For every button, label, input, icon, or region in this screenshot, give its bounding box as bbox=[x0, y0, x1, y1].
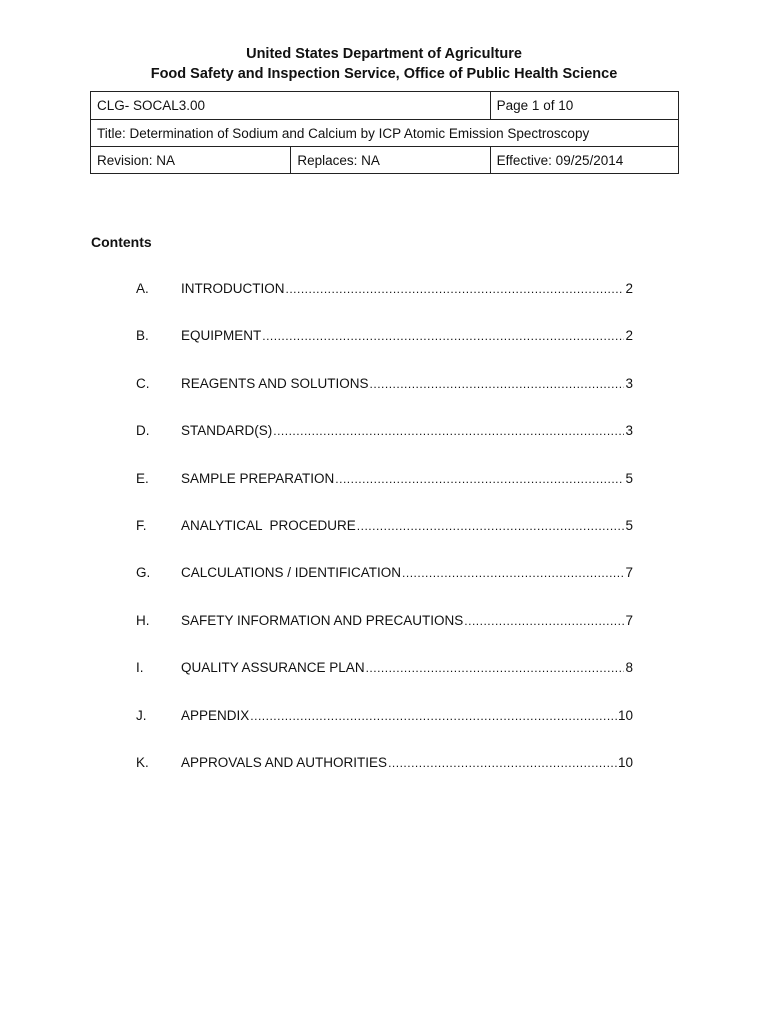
toc-leader-dots bbox=[262, 329, 624, 343]
toc-item[interactable] bbox=[0, 708, 768, 755]
toc-letter: H. bbox=[136, 612, 150, 628]
toc-entry bbox=[181, 376, 633, 391]
toc-letter: E. bbox=[136, 470, 149, 486]
table-of-contents bbox=[0, 281, 768, 802]
toc-entry bbox=[181, 613, 633, 628]
toc-leader-dots bbox=[464, 614, 624, 628]
page-number-cell: Page 1 of 10 bbox=[490, 92, 678, 120]
toc-page-number: 5 bbox=[625, 470, 633, 486]
toc-item[interactable] bbox=[0, 755, 768, 802]
toc-letter: B. bbox=[136, 328, 149, 344]
toc-letter: A. bbox=[136, 281, 149, 296]
toc-entry bbox=[181, 423, 633, 438]
toc-leader-dots bbox=[250, 709, 617, 723]
toc-item[interactable] bbox=[0, 471, 768, 518]
toc-leader-dots bbox=[357, 519, 625, 533]
toc-page-number: 7 bbox=[625, 565, 633, 581]
toc-item[interactable] bbox=[0, 565, 768, 612]
toc-title: ANALYTICAL PROCEDURE bbox=[181, 517, 356, 533]
toc-title: REAGENTS AND SOLUTIONS bbox=[181, 375, 369, 391]
doc-title-cell: Title: Determination of Sodium and Calcium by ICP Atomic Emission Spectroscopy bbox=[91, 120, 679, 147]
toc-page-number: 10 bbox=[617, 754, 633, 770]
toc-title: QUALITY ASSURANCE PLAN bbox=[181, 660, 365, 676]
toc-title: STANDARD(S) bbox=[181, 423, 273, 439]
toc-item[interactable] bbox=[0, 423, 768, 470]
toc-letter: G. bbox=[136, 565, 151, 581]
document-info-table bbox=[90, 91, 679, 174]
toc-item[interactable] bbox=[0, 660, 768, 707]
toc-item[interactable] bbox=[0, 518, 768, 565]
toc-letter: J. bbox=[136, 707, 147, 723]
toc-title: SAMPLE PREPARATION bbox=[181, 470, 335, 486]
toc-leader-dots bbox=[402, 566, 624, 580]
toc-item[interactable] bbox=[0, 328, 768, 375]
toc-letter: C. bbox=[136, 375, 150, 391]
toc-leader-dots bbox=[335, 472, 624, 486]
toc-letter: F. bbox=[136, 517, 147, 533]
toc-letter: K. bbox=[136, 754, 149, 770]
effective-date-cell: Effective: 09/25/2014 bbox=[490, 147, 678, 174]
toc-title: EQUIPMENT bbox=[181, 328, 262, 344]
toc-title: SAFETY INFORMATION AND PRECAUTIONS bbox=[181, 612, 464, 628]
header-agency: United States Department of Agriculture bbox=[246, 46, 522, 62]
toc-page-number: 7 bbox=[625, 612, 633, 628]
toc-item[interactable] bbox=[0, 613, 768, 660]
toc-title: INTRODUCTION bbox=[181, 281, 285, 296]
toc-title: APPENDIX bbox=[181, 707, 250, 723]
toc-leader-dots bbox=[388, 756, 617, 770]
toc-leader-dots bbox=[273, 424, 624, 438]
toc-page-number: 3 bbox=[625, 423, 633, 439]
toc-letter: D. bbox=[136, 423, 150, 439]
toc-entry bbox=[181, 708, 633, 723]
toc-leader-dots bbox=[370, 377, 625, 391]
toc-item[interactable] bbox=[0, 281, 768, 328]
toc-page-number: 3 bbox=[625, 375, 633, 391]
toc-item[interactable] bbox=[0, 376, 768, 423]
revision-cell: Revision: NA bbox=[91, 147, 291, 174]
toc-page-number: 5 bbox=[625, 517, 633, 533]
toc-entry bbox=[181, 565, 633, 580]
toc-letter: I. bbox=[136, 660, 144, 676]
toc-page-number: 2 bbox=[625, 281, 633, 296]
doc-id-cell: CLG- SOCAL3.00 bbox=[91, 92, 491, 120]
toc-page-number: 10 bbox=[617, 707, 633, 723]
replaces-cell: Replaces: NA bbox=[291, 147, 490, 174]
contents-heading: Contents bbox=[91, 234, 152, 250]
toc-page-number: 2 bbox=[625, 328, 633, 344]
toc-entry bbox=[181, 471, 633, 486]
toc-entry bbox=[181, 660, 633, 675]
toc-page-number: 8 bbox=[625, 660, 633, 676]
toc-leader-dots bbox=[366, 661, 625, 675]
toc-entry bbox=[181, 755, 633, 770]
header-office: Food Safety and Inspection Service, Office of Public Health Science bbox=[150, 66, 618, 82]
toc-title: CALCULATIONS / IDENTIFICATION bbox=[181, 565, 402, 581]
toc-entry bbox=[181, 518, 633, 533]
toc-leader-dots bbox=[286, 282, 625, 296]
toc-entry bbox=[181, 328, 633, 343]
toc-entry bbox=[181, 281, 633, 296]
toc-title: APPROVALS AND AUTHORITIES bbox=[181, 754, 388, 770]
document-header bbox=[0, 44, 768, 84]
